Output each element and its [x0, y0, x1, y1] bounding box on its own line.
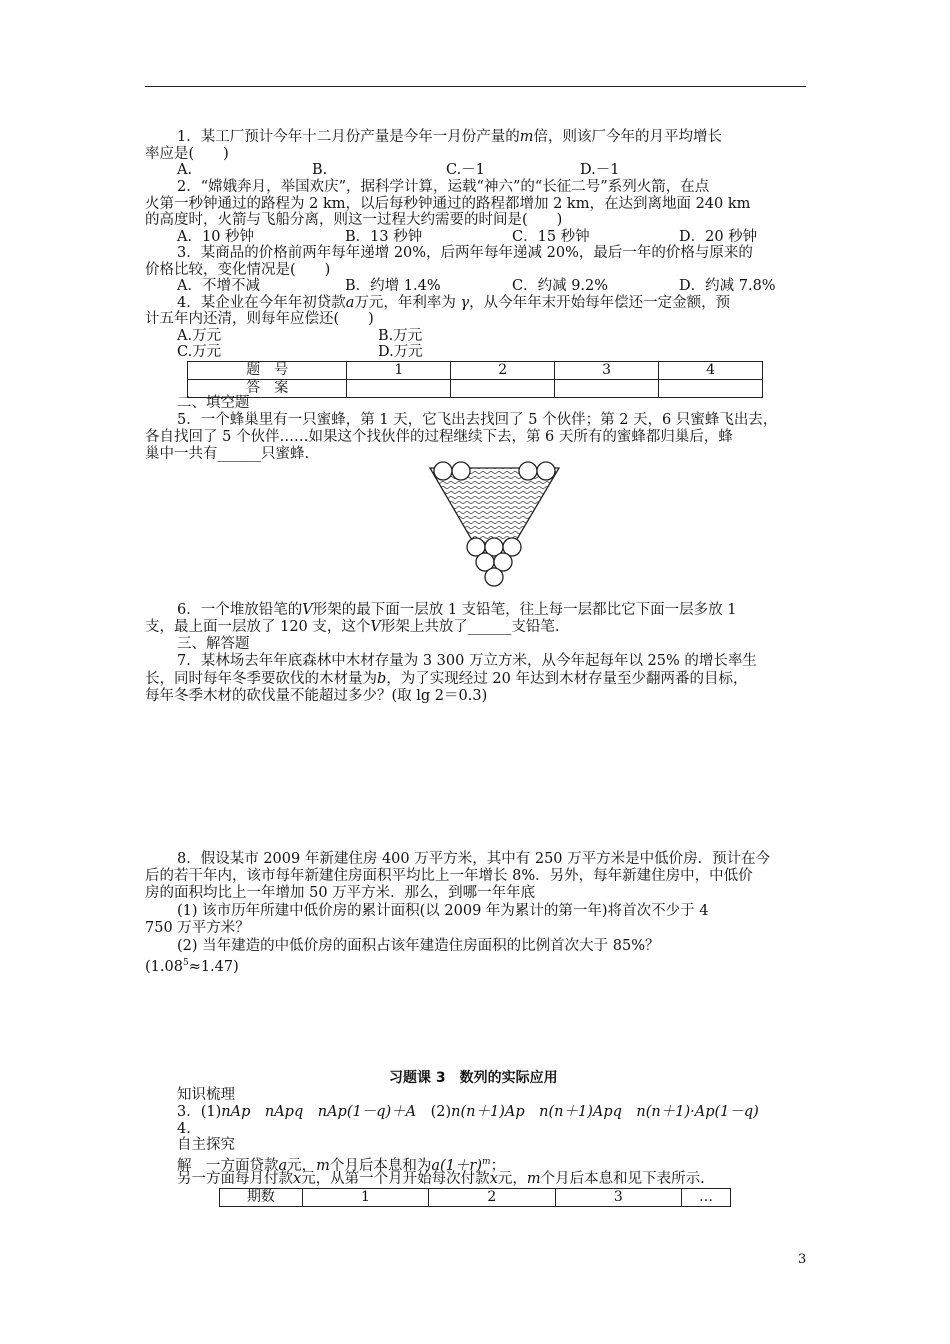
q8-sub2-line1: (2) 当年建造的中低价房的面积占该年建造住房面积的比例首次大于 85%？: [177, 938, 660, 954]
q4-line1: 4．某企业在今年年初贷款a万元，年利率为 γ，从今年年末开始每年偿还一定金额，预: [177, 295, 731, 311]
q8-line3: 房的面积均比上一年增加 50 万平方米．那么，到哪一年年底: [145, 885, 536, 901]
q5-line3: 巢中一共有______只蜜蜂.: [145, 446, 310, 462]
table-row: [188, 362, 763, 380]
pencil-circle: [537, 462, 555, 480]
knowledge-item-4: 4.: [177, 1121, 191, 1137]
q5-line1: 5．一个蜂巢里有一只蜜蜂，第 1 天，它飞出去找回了 5 个伙伴；第 2 天，6 只蜜蜂飞出去，: [177, 412, 778, 428]
period-table: [219, 1188, 731, 1207]
q8-sub2-line2: $(1.08^5\approx 1.47)$: [145, 958, 239, 975]
q3-line1: 3．某商品的价格前两年每年递增 20%，后两年每年递减 20%，最后一年的价格与原来的: [177, 245, 753, 261]
pencil-circle: [434, 462, 452, 480]
section-heading: 二、填空题: [177, 395, 250, 411]
q4-option-d: D.万元: [378, 344, 423, 360]
q7-line2: 长，同时每年冬季要砍伐的木材量为b，为了实现经过 20 年达到木材存量至少翻两番的目标，: [145, 671, 748, 687]
q4-option-c: C.万元: [177, 344, 222, 360]
q2-line1: 2．“嫦娥奔月，举国欢庆”，据科学计算，运载“神六”的“长征二号”系列火箭，在点: [177, 179, 710, 195]
section-title: 习题课 3 数列的实际应用: [389, 1070, 558, 1086]
v-rack-figure: [425, 460, 565, 590]
header-rule: [145, 86, 806, 87]
q6-line2: 支，最上面一层放了 120 支，这个V形架上共放了______支铅笔.: [145, 619, 560, 635]
table-cell: …: [682, 1189, 731, 1207]
table-cell: 1: [347, 362, 451, 380]
answer-cell[interactable]: [451, 380, 555, 398]
answer-cell[interactable]: [659, 380, 763, 398]
pencil-circle: [452, 462, 470, 480]
table-cell: 2: [429, 1189, 555, 1207]
table-row: [188, 380, 763, 398]
q1-option-c: C.－1: [446, 162, 485, 178]
q2-option-b: B．13 秒钟: [345, 229, 423, 245]
q8-sub1-line2: 750 万平方米？: [145, 920, 250, 936]
solution-line1: 解 一方面贷款a元，m个月后本息和为$a(1+r)^m$；: [177, 1157, 506, 1174]
table-row-label: 题 号: [188, 362, 347, 380]
q3-option-d: D．约减 7.8%: [679, 278, 776, 294]
table-row-label: 答 案: [188, 380, 347, 398]
knowledge-item-3: 3．(1)nAp nApq nAp(1－q)＋A (2)n(n＋1)Ap n(n＋1)Apq n(n＋1)·Ap(1－q): [177, 1104, 759, 1120]
q2-line3: 的高度时，火箭与飞船分离，则这一过程大约需要的时间是( ): [145, 212, 563, 228]
table-cell: 4: [659, 362, 763, 380]
table-cell: 2: [451, 362, 555, 380]
q8-sub1-line1: (1) 该市历年所建中低价房的累计面积(以 2009 年为累计的第一年)将首次不少于 4: [177, 903, 709, 919]
q8-line1: 8．假设某市 2009 年新建住房 400 万平方米，其中有 250 万平方米是中低价房．预计在今: [177, 851, 771, 867]
q1-line1: 1．某工厂预计今年十二月份产量是今年一月份产量的m倍，则该厂今年的月平均增长: [177, 129, 722, 145]
table-cell: 1: [302, 1189, 428, 1207]
knowledge-heading: 知识梳理: [177, 1087, 235, 1103]
page-number: 3: [798, 1252, 807, 1267]
explore-heading: 自主探究: [177, 1137, 235, 1153]
q4-line2: 计五年内还清，则每年应偿还( ): [145, 311, 374, 327]
q4-option-a: A.万元: [177, 328, 222, 344]
q6-line1: 6．一个堆放铅笔的V形架的最下面一层放 1 支铅笔，往上每一层都比它下面一层多放 1: [177, 602, 737, 618]
q3-line2: 价格比较，变化情况是( ): [145, 262, 331, 278]
q4-option-b: B.万元: [378, 328, 423, 344]
q2-option-d: D．20 秒钟: [679, 229, 758, 245]
table-cell: 3: [555, 362, 659, 380]
q7-line1: 7．某林场去年年底森林中木材存量为 3 300 万立方米，从今年起每年以 25% 的增长率生: [177, 653, 757, 669]
q2-option-c: C．15 秒钟: [512, 229, 590, 245]
q3-option-c: C．约减 9.2%: [512, 278, 609, 294]
pencil-circle: [519, 462, 537, 480]
section-heading: 三、解答题: [177, 636, 250, 652]
q1-option-b: B.: [312, 162, 328, 178]
answer-cell[interactable]: [347, 380, 451, 398]
q3-option-a: A．不增不减: [177, 278, 260, 294]
q1-option-a: A.: [177, 162, 193, 178]
q8-line2: 后的若干年内，该市每年新建住房面积平均比上一年增长 8%．另外，每年新建住房中，中低价: [145, 868, 753, 884]
table-cell: 3: [555, 1189, 681, 1207]
answer-cell[interactable]: [555, 380, 659, 398]
q1-line2: 率应是( ): [145, 146, 229, 162]
q2-line2: 火第一秒钟通过的路程为 2 km，以后每秒钟通过的路程都增加 2 km，在达到离地面 240 km: [145, 196, 751, 212]
pencil-circle: [485, 568, 503, 586]
q1-option-d: D.－1: [580, 162, 620, 178]
q7-line3: 每年冬季木材的砍伐量不能超过多少？(取 lg 2＝0.3): [145, 688, 488, 704]
table-row: [220, 1189, 731, 1207]
q5-line2: 各自找回了 5 个伙伴……如果这个找伙伴的过程继续下去，第 6 天所有的蜜蜂都归巢后，蜂: [145, 429, 733, 445]
q2-option-a: A．10 秒钟: [177, 229, 255, 245]
q3-option-b: B．约增 1.4%: [345, 278, 441, 294]
answer-table: [187, 361, 763, 398]
solution-line2: 另一方面每月付款x元，从第一个月开始每次付款x元，m个月后本息和见下表所示.: [177, 1171, 705, 1187]
table-header: 期数: [220, 1189, 303, 1207]
